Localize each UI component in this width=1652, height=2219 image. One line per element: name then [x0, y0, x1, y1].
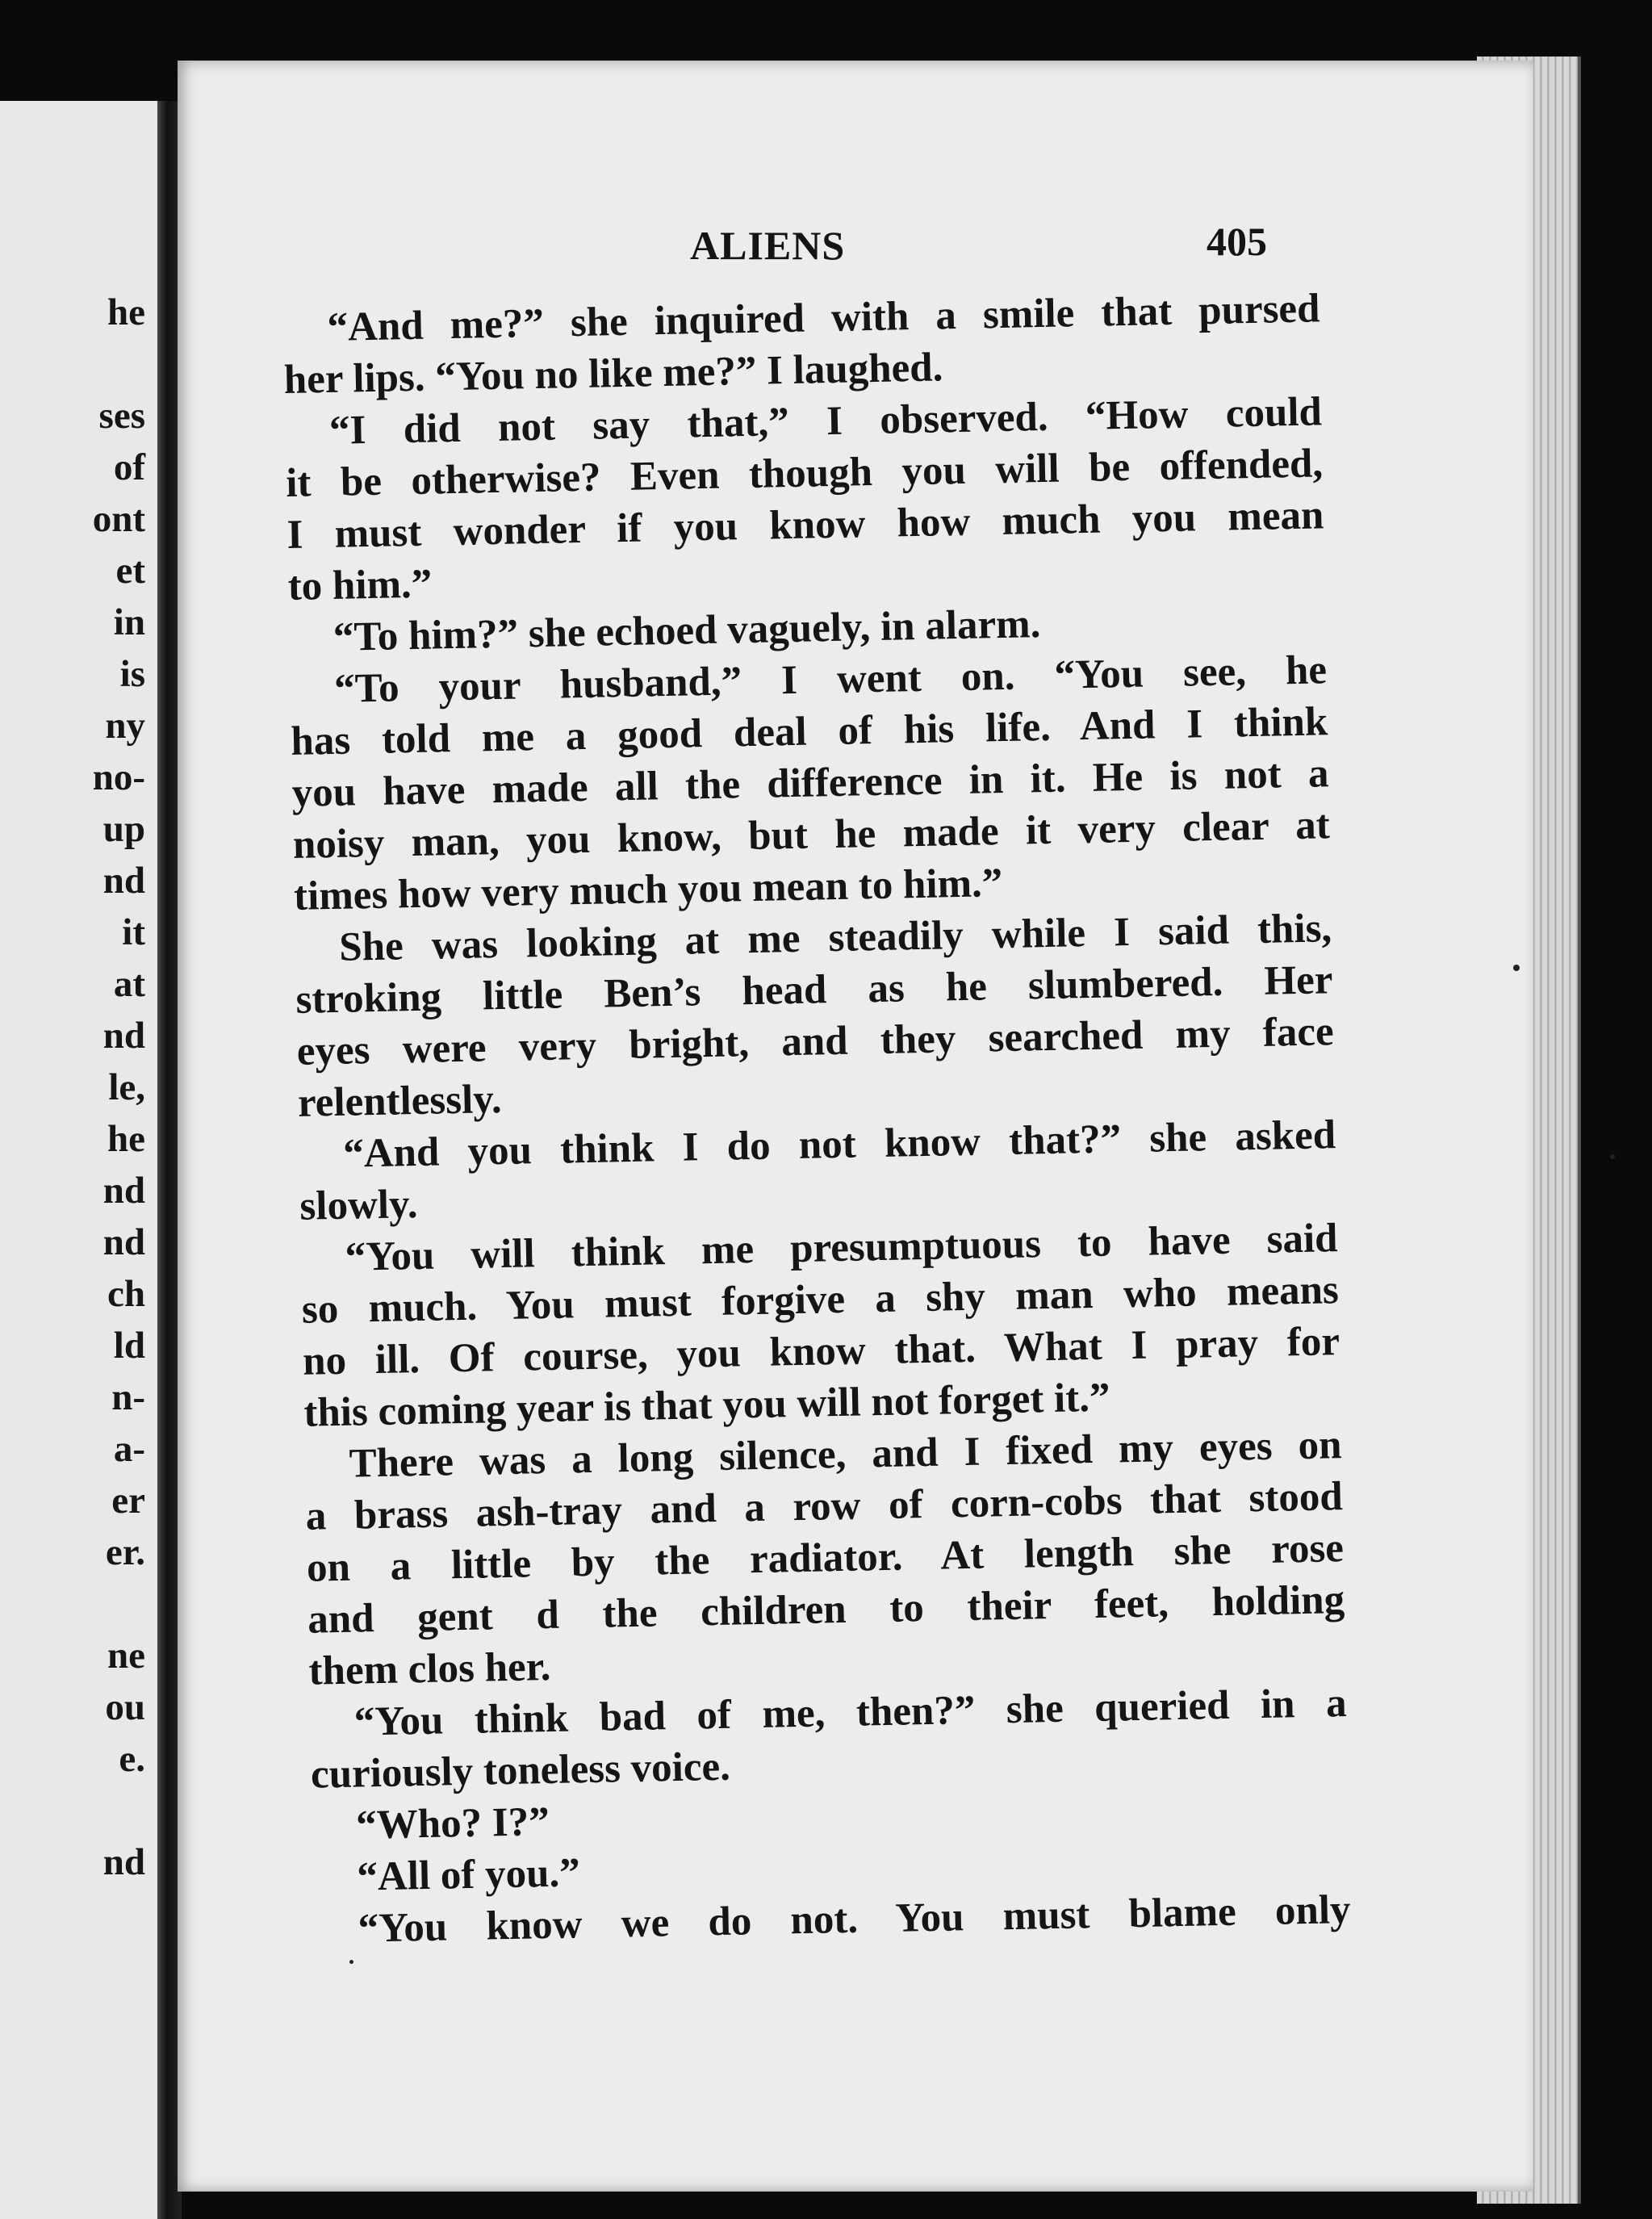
text-line: this coming year is that you will not forget it.”	[303, 1375, 1110, 1436]
left-page-fragment: er	[111, 1480, 145, 1522]
left-page-fragment: ny	[105, 705, 145, 747]
left-page-fragment: er.	[105, 1531, 145, 1573]
text-line: times how very much you mean to him.”	[293, 860, 1003, 919]
text-line: There was a long silence, and I fixed my eyes on	[349, 1422, 1342, 1487]
text-line: I must wonder if you know how much you mean	[286, 492, 1324, 558]
left-facing-page	[0, 101, 161, 2219]
text-line: “Who? I?”	[355, 1799, 550, 1848]
left-page-fragment: he	[107, 291, 145, 333]
text-line: “You know we do not. You must blame only	[358, 1886, 1352, 1952]
left-page-fragment: et	[115, 550, 145, 592]
text-line: no ill. Of course, you know that. What I pray for	[302, 1319, 1340, 1384]
left-page-fragment: ne	[107, 1635, 145, 1677]
text-line: on a little by the radiator. At length she rose	[306, 1526, 1345, 1591]
left-page-fragment: ld	[113, 1325, 145, 1367]
left-page-fragment	[0, 1785, 145, 1836]
text-line: “And me?” she inquired with a smile that pursed	[327, 286, 1320, 350]
text-line: “I did not say that,” I observed. “How could	[328, 389, 1323, 454]
text-line: a brass ash-tray and a row of corn-cobs that stood	[305, 1474, 1344, 1539]
text-line: relentlessly.	[297, 1076, 503, 1126]
text-line: slowly.	[299, 1181, 418, 1229]
text-line: stroking little Ben’s head as he slumbered. Her	[295, 957, 1333, 1023]
scan-speck	[1513, 965, 1520, 971]
left-page-fragment: nd	[102, 860, 145, 902]
left-page-fragment: ou	[105, 1686, 145, 1728]
left-page-fragment: e.	[119, 1738, 145, 1780]
left-page-fragment: le,	[108, 1066, 145, 1108]
left-page-fragment: nd	[102, 1015, 145, 1057]
text-line: so much. You must forgive a shy man who means	[301, 1267, 1340, 1333]
left-page-fragment: nd	[102, 1221, 145, 1263]
left-page-fragment: a-	[113, 1428, 145, 1470]
page-number: 405	[1207, 219, 1267, 264]
text-line: “You think bad of me, then?” she queried in a	[353, 1681, 1348, 1745]
text-line: “And you think I do not know that?” she asked	[342, 1112, 1336, 1177]
scan-speck	[349, 1960, 353, 1964]
text-line: eyes were very bright, and they searched my face	[296, 1009, 1335, 1074]
left-page-fragment: it	[122, 911, 145, 953]
text-line: you have made all the difference in it. He is not a	[291, 751, 1329, 816]
text-line: noisy man, you know, but he made it very clear at	[292, 802, 1331, 868]
text-line: it be otherwise? Even though you will be offended,	[285, 441, 1324, 506]
text-line: “All of you.”	[356, 1850, 581, 1900]
text-line: “To him?” she echoed vaguely, in alarm.	[332, 601, 1041, 660]
left-page-fragment: ont	[92, 498, 145, 540]
text-line: and gent d the children to their feet, holding	[307, 1577, 1345, 1643]
left-page-fragment: ses	[98, 395, 145, 437]
text-line: them clos her.	[308, 1643, 551, 1694]
scan-speck	[1610, 1154, 1615, 1159]
left-page-fragment: at	[113, 963, 145, 1005]
left-page-fragment: of	[113, 446, 145, 488]
left-page-fragment	[0, 338, 145, 390]
text-line: to him.”	[287, 561, 433, 609]
text-line: her lips. “You no like me?” I laughed.	[283, 345, 943, 403]
left-page-fragment: up	[102, 808, 145, 850]
left-page-fragment: is	[119, 653, 145, 695]
left-page-fragment: nd	[102, 1170, 145, 1212]
left-page-fragment: nd	[102, 1841, 145, 1883]
text-line: curiously toneless voice.	[310, 1744, 731, 1798]
running-head: ALIENS	[690, 223, 846, 268]
left-page-fragment: in	[113, 601, 145, 643]
text-line: “You will think me presumptuous to have said	[345, 1216, 1339, 1280]
left-page-fragment: he	[107, 1118, 145, 1160]
left-page-fragment: no-	[92, 756, 145, 798]
left-page-fragment: n-	[111, 1376, 145, 1418]
left-page-fragment: ch	[107, 1273, 145, 1315]
body-text	[282, 283, 1351, 1955]
text-line: She was looking at me steadily while I said this,	[338, 906, 1332, 970]
left-page-text-fragments	[0, 287, 145, 1888]
text-line: has told me a good deal of his life. And I think	[290, 699, 1328, 764]
text-line: “To your husband,” I went on. “You see, he	[333, 647, 1328, 712]
left-page-fragment	[0, 1578, 145, 1630]
